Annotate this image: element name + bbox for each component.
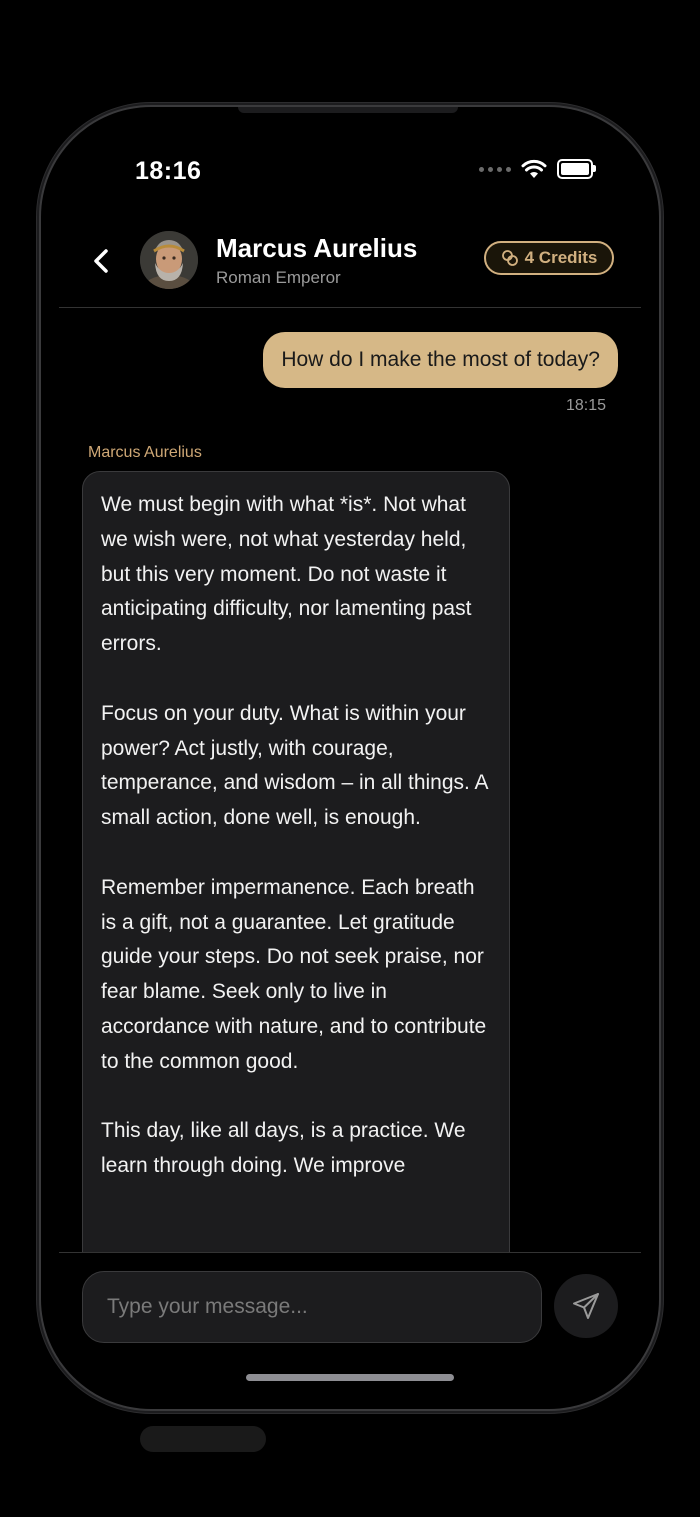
battery-icon bbox=[557, 159, 593, 179]
status-time: 18:16 bbox=[135, 157, 202, 185]
back-button[interactable] bbox=[87, 243, 117, 279]
chat-header bbox=[59, 223, 641, 308]
bot-paragraph: We must begin with what *is*. Not what we wish were, not what yesterday held, but this very moment. Do not waste it anticipating difficulty, nor lamenting past errors. bbox=[101, 493, 472, 656]
chat-area[interactable] bbox=[41, 308, 659, 1252]
notch bbox=[238, 107, 458, 113]
message-input[interactable] bbox=[82, 1271, 542, 1343]
bot-sender-name: Marcus Aurelius bbox=[88, 444, 202, 461]
marcus-aurelius-portrait-icon bbox=[140, 231, 198, 289]
status-icons bbox=[479, 159, 593, 179]
bot-message-bubble bbox=[82, 471, 510, 1252]
coins-icon bbox=[501, 249, 519, 267]
bot-paragraph: Focus on your duty. What is within your power? Act justly, with courage, temperance, and wisdom – in all things. A small action, done well, is enough. bbox=[101, 701, 488, 830]
message-composer bbox=[59, 1252, 641, 1363]
bot-paragraph: Remember impermanence. Each breath is a gift, not a guarantee. Let gratitude guide your steps. Do not seek praise, nor fear blame. Seek only to live in accordance with nature, and to contribute to the common good. bbox=[101, 875, 487, 1073]
contact-name: Marcus Aurelius bbox=[216, 233, 418, 263]
credits-badge[interactable] bbox=[484, 241, 614, 275]
phone-frame bbox=[41, 107, 659, 1409]
send-button[interactable] bbox=[554, 1274, 618, 1338]
avatar bbox=[140, 231, 198, 289]
home-indicator[interactable] bbox=[246, 1374, 454, 1381]
credits-label: 4 Credits bbox=[524, 248, 598, 267]
signal-dots-icon bbox=[479, 167, 511, 172]
bot-paragraph: This day, like all days, is a practice. We learn through doing. We improve bbox=[101, 1119, 466, 1178]
send-icon bbox=[571, 1291, 601, 1321]
user-message-time: 18:15 bbox=[565, 397, 606, 414]
wifi-icon bbox=[521, 159, 547, 179]
contact-subtitle: Roman Emperor bbox=[216, 268, 341, 287]
dock-shadow bbox=[140, 1426, 266, 1452]
user-message-bubble: How do I make the most of today? bbox=[263, 332, 618, 388]
chevron-left-icon bbox=[87, 243, 117, 279]
